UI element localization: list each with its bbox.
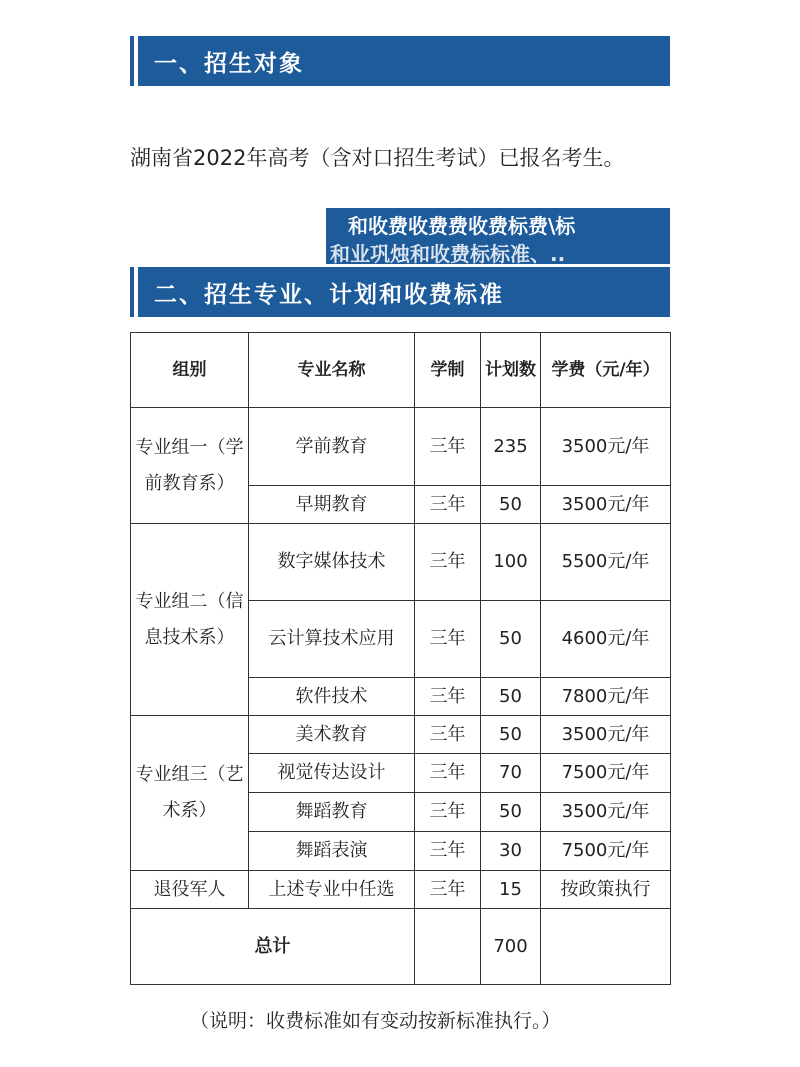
group-cell: 专业组一（学前教育系） <box>131 408 249 524</box>
footnote: （说明：收费标准如有变动按新标准执行。） <box>190 1010 561 1032</box>
total-fee-cell <box>541 909 671 985</box>
header-fee: 学费（元/年） <box>541 333 671 408</box>
overlay-line-1: 和收费收费费收费标费\标 <box>348 214 576 238</box>
table-row <box>131 716 671 754</box>
group-cell: 专业组二（信息技术系） <box>131 524 249 716</box>
fee-cell: 7500元/年 <box>541 832 671 871</box>
table-row <box>131 524 671 601</box>
duration-cell: 三年 <box>415 716 481 754</box>
major-cell: 上述专业中任选 <box>249 871 415 909</box>
intro-paragraph: 湖南省2022年高考（含对口招生考试）已报名考生。 <box>130 146 625 170</box>
plan-cell: 30 <box>481 832 541 871</box>
plan-cell: 15 <box>481 871 541 909</box>
table-row <box>131 408 671 486</box>
duration-cell: 三年 <box>415 754 481 793</box>
table-row-veteran <box>131 871 671 909</box>
fee-cell: 4600元/年 <box>541 601 671 678</box>
fee-cell: 5500元/年 <box>541 524 671 601</box>
table-row-total <box>131 909 671 985</box>
overlay-banner-fragment <box>326 208 670 264</box>
enrollment-plan-table <box>130 332 671 985</box>
major-cell: 美术教育 <box>249 716 415 754</box>
header-duration: 学制 <box>415 333 481 408</box>
duration-cell: 三年 <box>415 524 481 601</box>
plan-cell: 70 <box>481 754 541 793</box>
major-cell: 视觉传达设计 <box>249 754 415 793</box>
section-header-enrollment-target <box>130 36 670 86</box>
plan-cell: 50 <box>481 601 541 678</box>
duration-cell: 三年 <box>415 678 481 716</box>
fee-cell: 7500元/年 <box>541 754 671 793</box>
plan-cell: 235 <box>481 408 541 486</box>
total-plan-cell: 700 <box>481 909 541 985</box>
fee-cell: 3500元/年 <box>541 408 671 486</box>
fee-cell: 3500元/年 <box>541 486 671 524</box>
plan-cell: 50 <box>481 716 541 754</box>
major-cell: 舞蹈教育 <box>249 793 415 832</box>
major-cell: 舞蹈表演 <box>249 832 415 871</box>
section-title: 一、招生对象 <box>154 50 304 77</box>
plan-cell: 100 <box>481 524 541 601</box>
fee-cell: 3500元/年 <box>541 716 671 754</box>
header-group: 组别 <box>131 333 249 408</box>
fee-cell: 7800元/年 <box>541 678 671 716</box>
header-major: 专业名称 <box>249 333 415 408</box>
duration-cell: 三年 <box>415 793 481 832</box>
table-header-row <box>131 333 671 408</box>
total-duration-cell <box>415 909 481 985</box>
duration-cell: 三年 <box>415 871 481 909</box>
total-label-cell: 总计 <box>131 909 415 985</box>
section-header-majors-plan-fees <box>130 267 670 317</box>
header-plan: 计划数 <box>481 333 541 408</box>
duration-cell: 三年 <box>415 408 481 486</box>
plan-cell: 50 <box>481 793 541 832</box>
overlay-line-2: 和业巩烛和收费标标准、.. <box>330 242 566 264</box>
plan-cell: 50 <box>481 678 541 716</box>
group-cell: 退役军人 <box>131 871 249 909</box>
duration-cell: 三年 <box>415 601 481 678</box>
major-cell: 数字媒体技术 <box>249 524 415 601</box>
section-accent-bar <box>130 267 142 317</box>
section-title: 二、招生专业、计划和收费标准 <box>154 281 504 308</box>
duration-cell: 三年 <box>415 486 481 524</box>
plan-cell: 50 <box>481 486 541 524</box>
fee-cell: 3500元/年 <box>541 793 671 832</box>
major-cell: 软件技术 <box>249 678 415 716</box>
major-cell: 云计算技术应用 <box>249 601 415 678</box>
section-accent-bar <box>130 36 142 86</box>
major-cell: 早期教育 <box>249 486 415 524</box>
fee-cell: 按政策执行 <box>541 871 671 909</box>
group-cell: 专业组三（艺术系） <box>131 716 249 871</box>
major-cell: 学前教育 <box>249 408 415 486</box>
duration-cell: 三年 <box>415 832 481 871</box>
